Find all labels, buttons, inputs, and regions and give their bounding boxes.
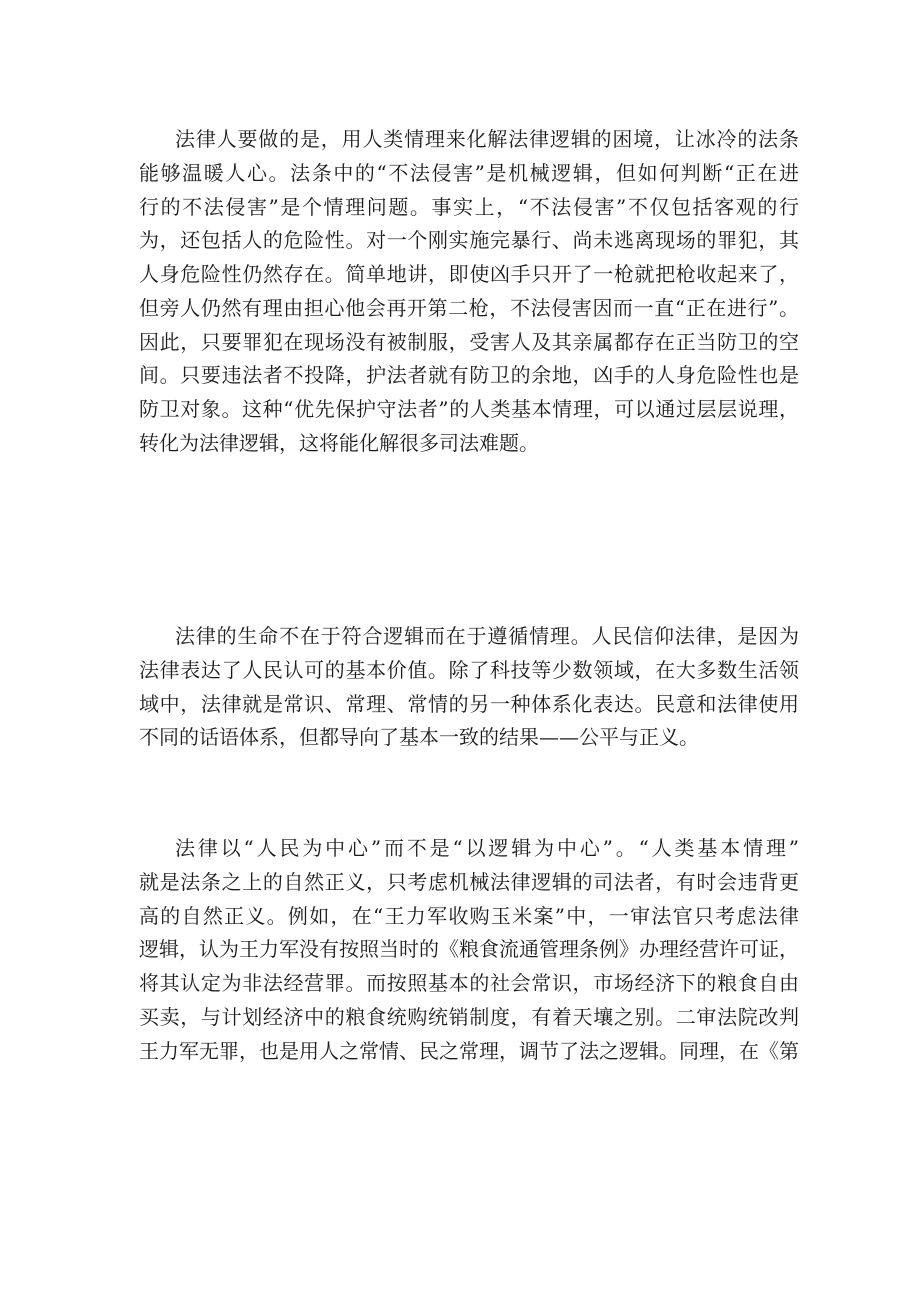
- text-line: 转化为法律逻辑，这将能化解很多司法难题。: [139, 430, 539, 455]
- text-line: 就是法条之上的自然正义，只考虑机械法律逻辑的司法者，有时会违背更: [139, 869, 799, 894]
- text-line: 将其认定为非法经营罪。而按照基本的社会常识，市场经济下的粮食自由: [139, 971, 799, 995]
- text-line: 逻辑，认为王力军没有按照当时的《粮食流通管理条例》办理经营许可证，: [139, 937, 799, 962]
- text-line: 买卖，与计划经济中的粮食统购统销制度，有着天壤之别。二审法院改判: [139, 1004, 799, 1029]
- text-line: 行的不法侵害”是个情理问题。事实上，“不法侵害”不仅包括客观的行: [139, 194, 799, 219]
- paragraph-1: [139, 123, 799, 461]
- paragraph-3: [139, 832, 799, 1068]
- text-line: 法律以“人民为中心”而不是“以逻辑为中心”。“人类基本情理”: [175, 836, 799, 860]
- text-line: 为，还包括人的危险性。对一个刚实施完暴行、尚未逃离现场的罪犯，其: [139, 228, 799, 253]
- text-line: 因此，只要罪犯在现场没有被制服，受害人及其亲属都存在正当防卫的空: [139, 329, 799, 354]
- text-line: 法律表达了人民认可的基本价值。除了科技等少数领域，在大多数生活领: [139, 657, 799, 682]
- text-line: 法律人要做的是，用人类情理来化解法律逻辑的困境，让冰冷的法条: [175, 127, 799, 151]
- text-line: 高的自然正义。例如，在“王力军收购玉米案”中，一审法官只考虑法律: [139, 903, 799, 928]
- text-line: 能够温暖人心。法条中的“不法侵害”是机械逻辑，但如何判断“正在进: [139, 160, 799, 185]
- text-line: 法律的生命不在于符合逻辑而在于遵循情理。人民信仰法律，是因为: [175, 624, 799, 648]
- text-line: 域中，法律就是常识、常理、常情的另一种体系化表达。民意和法律使用: [139, 691, 799, 716]
- text-line: 防卫对象。这种“优先保护守法者”的人类基本情理，可以通过层层说理，: [139, 397, 799, 421]
- text-line: 不同的话语体系，但都导向了基本一致的结果——公平与正义。: [139, 725, 699, 750]
- text-line: 但旁人仍然有理由担心他会再开第二枪，不法侵害因而一直“正在进行”。: [139, 295, 799, 320]
- text-line: 间。只要违法者不投降，护法者就有防卫的余地，凶手的人身危险性也是: [139, 363, 799, 388]
- text-line: 人身危险性仍然存在。简单地讲，即使凶手只开了一枪就把枪收起来了，: [139, 262, 799, 286]
- paragraph-2: [139, 620, 799, 755]
- text-line: 王力军无罪，也是用人之常情、民之常理，调节了法之逻辑。同理，在《第: [139, 1038, 799, 1063]
